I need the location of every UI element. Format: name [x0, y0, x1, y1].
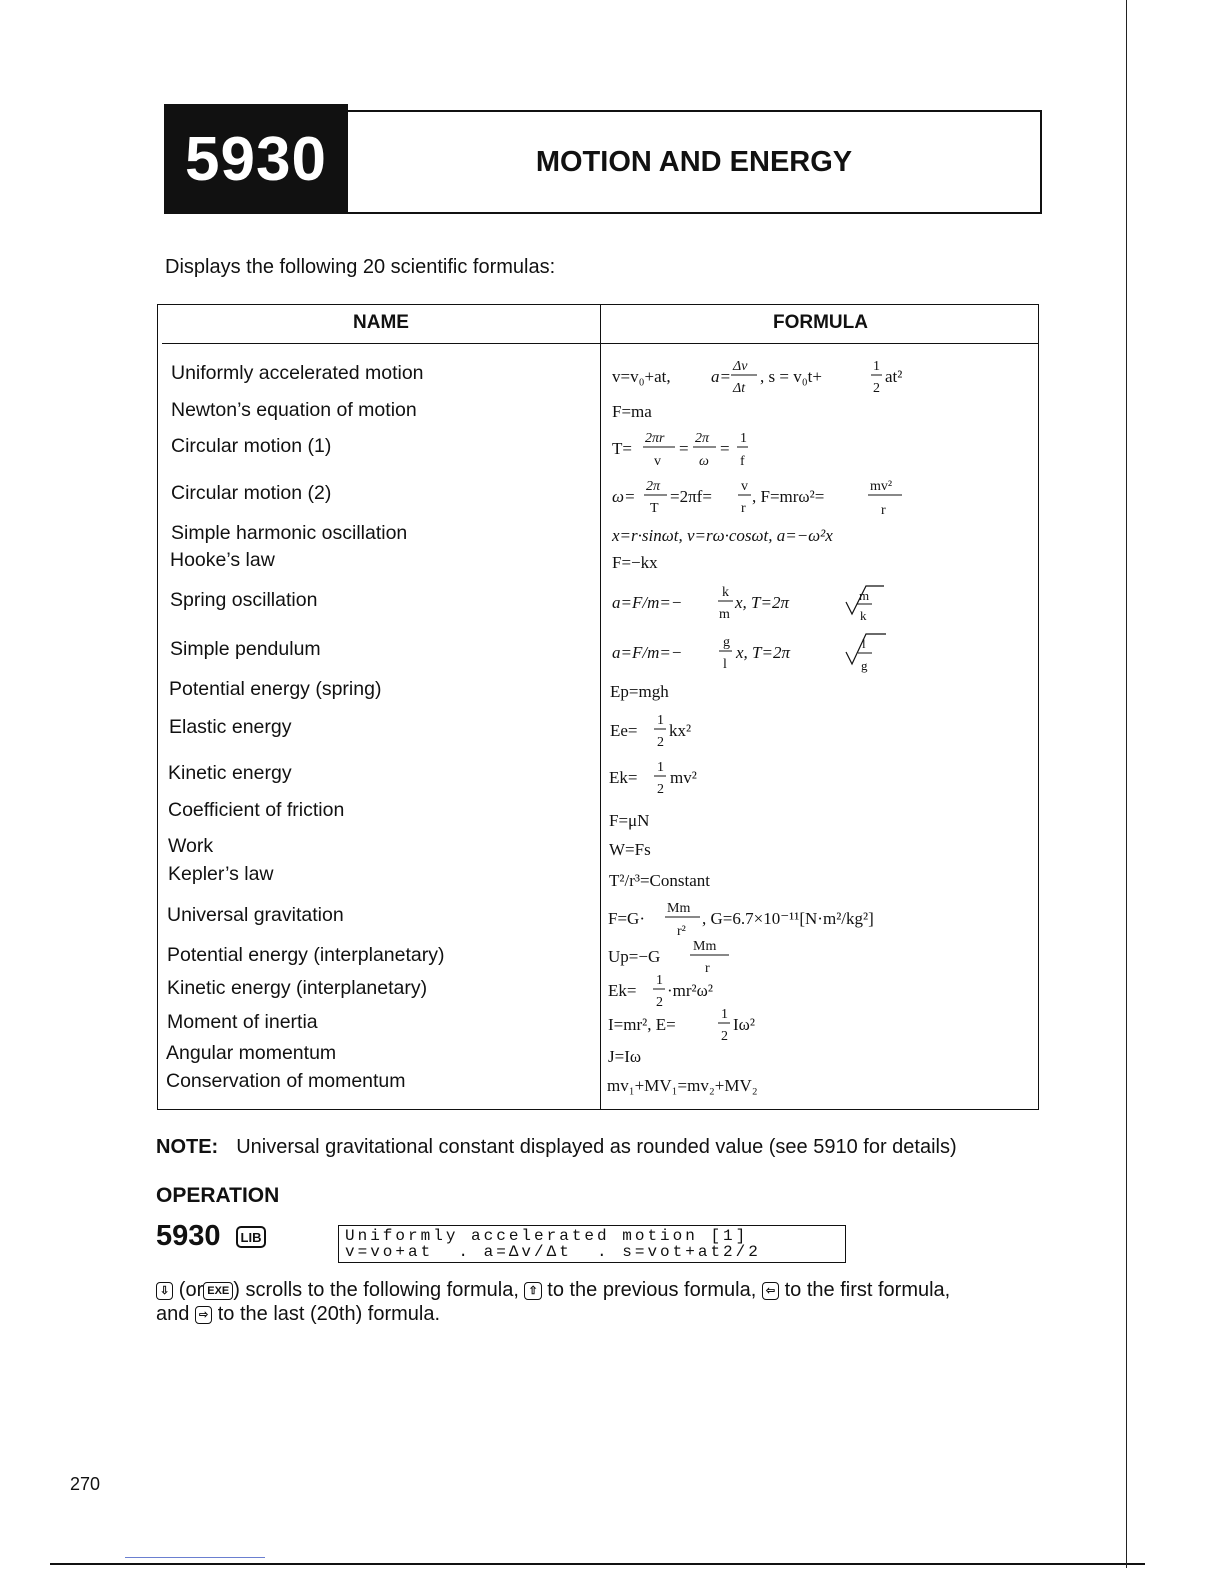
scan-artifact-line [125, 1557, 265, 1558]
svg-text:2: 2 [657, 782, 664, 797]
table-row-name: Circular motion (2) [171, 482, 332, 504]
svg-text:1: 1 [740, 431, 747, 446]
svg-text:r: r [705, 961, 710, 976]
table-row-name: Potential energy (spring) [169, 678, 382, 700]
svg-text:2πr: 2πr [645, 431, 665, 446]
column-header-formula: FORMULA [773, 312, 868, 333]
formula-spring-oscillation [612, 585, 884, 623]
section-number: 5930 [164, 104, 348, 214]
exe-key-icon: EXE [203, 1282, 233, 1300]
svg-text:1: 1 [656, 973, 663, 988]
desc-text: (or [178, 1279, 204, 1301]
svg-text:T=: T= [612, 439, 632, 458]
svg-text:r²: r² [677, 924, 686, 939]
desc-text: to the previous formula, [547, 1279, 757, 1301]
svg-text:m: m [859, 588, 870, 603]
svg-text:mv²: mv² [870, 479, 893, 494]
svg-text:=: = [720, 439, 730, 458]
operation-code: 5930 [156, 1220, 221, 1252]
desc-text: and [156, 1303, 190, 1325]
formula-kinetic-interplanetary [608, 973, 713, 1010]
svg-text:Mm: Mm [693, 939, 717, 954]
formula-inertia [608, 1007, 755, 1044]
formula-harmonic: x=r·sinωt, v=rω·cosωt, a=−ω²x [612, 526, 833, 545]
up-arrow-key-icon: ⇧ [524, 1282, 541, 1300]
svg-text:Δt: Δt [733, 381, 746, 396]
lcd-line-2: v=vo+at . a=Δv/Δt . s=vot+at2/2 [345, 1243, 761, 1261]
svg-text:2: 2 [657, 735, 664, 750]
svg-text:x, T=2π: x, T=2π [736, 643, 790, 662]
svg-text:2π: 2π [695, 431, 710, 446]
note-text: Universal gravitational constant displayed as rounded value (see 5910 for details) [236, 1136, 957, 1158]
table-row-name: Potential energy (interplanetary) [167, 944, 445, 966]
formula-uniform-acceleration [612, 359, 902, 396]
svg-text:Ek=: Ek= [608, 981, 637, 1000]
svg-text:g: g [723, 635, 730, 650]
svg-text:v=v₀+at,: v=v₀+at, [612, 367, 671, 386]
svg-text:r: r [881, 503, 886, 518]
svg-text:=: = [679, 439, 689, 458]
formula-momentum-conservation: mv₁+MV₁=mv₂+MV₂ [607, 1076, 758, 1095]
formula-kinetic [609, 760, 697, 797]
svg-text:Ek=: Ek= [609, 768, 638, 787]
table-row-name: Newton’s equation of motion [171, 399, 417, 421]
svg-text:2: 2 [721, 1029, 728, 1044]
svg-text:f: f [740, 454, 745, 469]
table-row-name: Simple pendulum [170, 638, 321, 660]
svg-text:m: m [719, 607, 730, 622]
svg-text:Up=−G: Up=−G [608, 947, 661, 966]
svg-text:mv²: mv² [670, 768, 697, 787]
formula-potential-spring: Ep=mgh [610, 682, 669, 701]
svg-text:Δv: Δv [733, 359, 748, 374]
note [156, 1136, 957, 1159]
desc-text: to the last (20th) formula. [217, 1303, 441, 1325]
table-row-name: Coefficient of friction [168, 799, 345, 821]
desc-text: ) scrolls to the following formula, [233, 1279, 519, 1301]
svg-text:kx²: kx² [669, 721, 692, 740]
svg-text:ω: ω [699, 454, 709, 469]
formula-work: W=Fs [609, 840, 651, 859]
table-row-name: Moment of inertia [167, 1011, 318, 1033]
svg-text:Mm: Mm [667, 901, 691, 916]
svg-text:, s = v₀t+: , s = v₀t+ [760, 367, 822, 386]
table-row-name: Elastic energy [169, 716, 292, 738]
svg-text:at²: at² [885, 367, 903, 386]
table-row-name: Conservation of momentum [166, 1070, 406, 1092]
table-row-name: Angular momentum [166, 1042, 337, 1064]
svg-text:a=F/m=−: a=F/m=− [612, 593, 683, 612]
svg-text:ω=: ω= [612, 487, 636, 506]
formula-angular-momentum: J=Iω [608, 1047, 642, 1066]
formula-circular-1 [612, 431, 748, 469]
svg-text:Ee=: Ee= [610, 721, 638, 740]
svg-text:I=mr², E=: I=mr², E= [608, 1015, 676, 1034]
bottom-edge-rule [50, 1563, 1145, 1565]
right-edge-rule [1126, 0, 1127, 1568]
formula-circular-2 [612, 479, 902, 518]
svg-text:, F=mrω²=: , F=mrω²= [752, 487, 825, 506]
page-title: MOTION AND ENERGY [535, 145, 853, 178]
formula-potential-interplanetary [608, 939, 729, 976]
svg-text:v: v [741, 479, 748, 494]
formula-hooke: F=−kx [612, 553, 658, 572]
svg-text:k: k [860, 608, 867, 623]
page-number: 270 [70, 1474, 101, 1494]
note-label: NOTE: [156, 1136, 219, 1158]
svg-text:1: 1 [657, 713, 664, 728]
svg-text:l: l [723, 657, 727, 672]
left-arrow-key-icon: ⇦ [762, 1282, 779, 1300]
down-arrow-key-icon: ⇩ [156, 1282, 173, 1300]
table-row-name: Circular motion (1) [171, 435, 332, 457]
svg-text:1: 1 [721, 1007, 728, 1022]
svg-text:1: 1 [657, 760, 664, 775]
table-row-name: Kepler’s law [168, 863, 274, 885]
svg-text:v: v [654, 454, 661, 469]
svg-text:2π: 2π [646, 479, 661, 494]
formula-kepler: T²/r³=Constant [609, 871, 710, 890]
svg-text:, G=6.7×10⁻¹¹[N·m²/kg²]: , G=6.7×10⁻¹¹[N·m²/kg²] [702, 909, 874, 928]
svg-text:2: 2 [656, 995, 663, 1010]
table-row-name: Universal gravitation [167, 904, 344, 926]
formula-pendulum [612, 634, 886, 673]
svg-text:1: 1 [873, 359, 880, 374]
desc-text: to the first formula, [784, 1279, 951, 1301]
svg-text:x, T=2π: x, T=2π [735, 593, 789, 612]
svg-text:2: 2 [873, 381, 880, 396]
right-arrow-key-icon: ⇨ [195, 1306, 212, 1324]
svg-text:F=G·: F=G· [608, 909, 645, 928]
svg-text:k: k [722, 585, 729, 600]
table-row-name: Work [168, 835, 214, 857]
lcd-line-1: Uniformly accelerated motion [1] [345, 1227, 749, 1245]
table-row-name: Spring oscillation [170, 589, 318, 611]
table-row-name: Kinetic energy (interplanetary) [167, 977, 428, 999]
svg-text:a=: a= [711, 367, 731, 386]
operation-heading: OPERATION [156, 1184, 280, 1207]
formula-newton: F=ma [612, 402, 652, 421]
lcd-display [338, 1225, 846, 1263]
column-header-name: NAME [353, 312, 409, 333]
navigation-description [156, 1278, 1056, 1326]
table-row-name: Hooke’s law [170, 549, 275, 571]
formula-gravitation [608, 901, 874, 939]
svg-text:T: T [650, 501, 659, 516]
formula-elastic [610, 713, 691, 750]
svg-text:=2πf=: =2πf= [670, 487, 712, 506]
svg-text:a=F/m=−: a=F/m=− [612, 643, 683, 662]
table-row-name: Uniformly accelerated motion [171, 362, 424, 384]
table-row-name: Kinetic energy [168, 762, 292, 784]
svg-text:·mr²ω²: ·mr²ω² [667, 981, 713, 1000]
formula-friction: F=μN [609, 811, 650, 830]
lib-key-icon: LIB [236, 1226, 266, 1248]
svg-text:r: r [741, 501, 746, 516]
svg-text:g: g [861, 658, 868, 673]
intro-text: Displays the following 20 scientific formulas: [165, 256, 556, 278]
svg-text:l: l [862, 636, 866, 651]
table-row-name: Simple harmonic oscillation [171, 522, 408, 544]
svg-text:Iω²: Iω² [733, 1015, 755, 1034]
